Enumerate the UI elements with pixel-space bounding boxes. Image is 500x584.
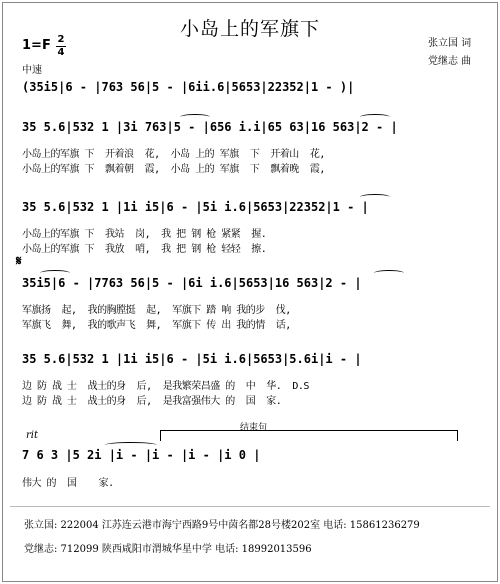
tempo-marking: 中速 [22,65,42,76]
ending-label: 结束句 [240,423,268,433]
lyric-line-4b: 军旗飞 舞, 我的歌声飞 舞, 军旗下 传 出 我的情 话, [22,320,291,331]
lyric-line-3a: 小岛上的军旗 下 我站 岗, 我 把 钢 枪 紧紧 握. [22,229,267,240]
notation-line-1: (35i5|6 - |763 56|5 - |6ii.6|5653|22352|1 - )| [22,80,355,94]
contact-lyricist: 张立国: 222004 江苏连云港市海宁西路9号中茵名都28号楼202室 电话: 15861236279 [24,520,420,531]
segno-sign: 𝄋 [16,254,22,269]
slur [374,270,404,276]
time-bottom: 4 [57,47,65,58]
lyric-line-5b: 边 防 战 士 战士的身 后, 是我富强伟大 的 国 家. [22,396,282,407]
slur [40,270,70,276]
song-title: 小岛上的军旗下 [179,18,320,40]
notation-line-3: 35 5.6|532 1 |1i i5|6 - |5i i.6|5653|22352|1 - | [22,200,369,214]
lyricist-credit: 张立国 词 [428,38,472,49]
lyric-line-6: 伟大 的 国 家. [22,478,114,489]
time-top: 2 [57,34,65,45]
slur [360,194,390,200]
footer-divider [10,506,490,507]
lyric-line-2b: 小岛上的军旗 下 飘着朝 霞, 小岛 上的 军旗 下 飘着晚 霞, [22,164,325,175]
lyric-line-5a: 边 防 战 士 战士的身 后, 是我繁荣昌盛 的 中 华. D.S [22,381,309,392]
notation-line-5: 35 5.6|532 1 |1i i5|6 - |5i i.6|5653|5.6i|i - | [22,352,362,366]
key-signature: 1=F [22,38,51,53]
lyric-line-4a: 军旗扬 起, 我的胸膛挺 起, 军旗下 踏 响 我的步 伐, [22,305,291,316]
time-signature [56,35,66,58]
contact-composer: 党继志: 712099 陕西咸阳市渭城华星中学 电话: 18992013596 [24,544,312,555]
ritardando-mark: rit [26,430,38,441]
lyric-line-3b: 小岛上的军旗 下 我放 哨, 我 把 钢 枪 轻轻 擦. [22,244,267,255]
notation-line-6: 7 6 3 |5 2i |i - |i - |i - |i 0 | [22,448,261,462]
notation-line-4: 35i5|6 - |7763 56|5 - |6i i.6|5653|16 563|2 - | [22,276,362,290]
slur [360,114,390,120]
notation-line-2: 35 5.6|532 1 |3i 763|5 - |656 i.i|65 63|16 563|2 - | [22,120,398,134]
ending-bracket [160,430,458,441]
slur [180,114,210,120]
composer-credit: 党继志 曲 [428,56,472,67]
lyric-line-2a: 小岛上的军旗 下 开着浪 花, 小岛 上的 军旗 下 开着山 花, [22,149,325,160]
